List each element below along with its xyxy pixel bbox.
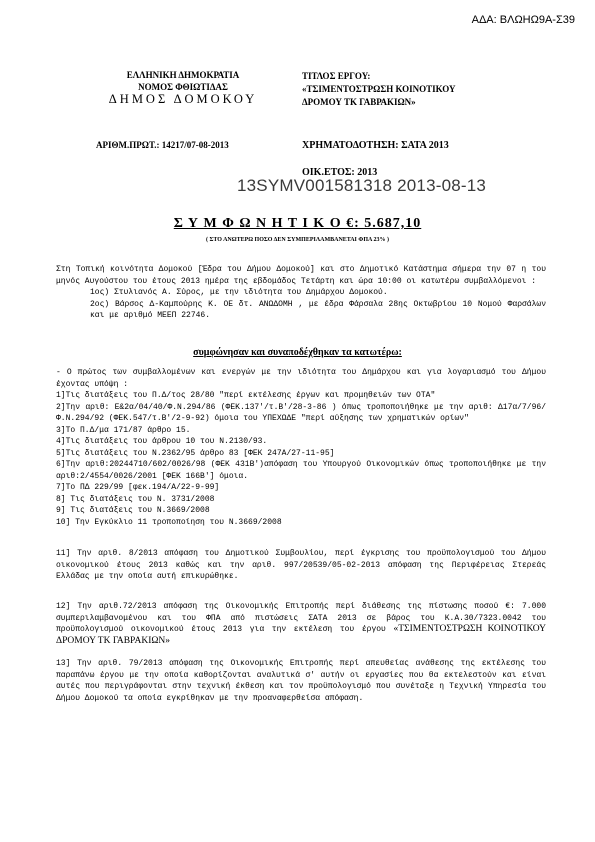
- item-credit-text: 12] Την αριθ.72/2013 απόφαση της Οικονομικής Επιτροπής περί διάθεσης της πίστωσης ποσού €: 7.000 συμπεριλαμβανομένου και του ΦΠΑ από πιστώσεις ΣΑΤΑ 2013 σε βάρος του Κ.Α.30/7323.0042 του προϋπολογισμού οικονομικού έτους 2013 για την εκτέλεση του έργου: [56, 602, 546, 634]
- list-item: 10] Την Εγκύκλιο 11 τροποποίηση του Ν.3669/2008: [56, 517, 282, 527]
- issuer-prefecture: ΝΟΜΟΣ ΦΘΙΩΤΙΔΑΣ: [138, 81, 228, 92]
- fiscal-year: ΟΙΚ.ΕΤΟΣ: 2013: [302, 167, 378, 178]
- issuer-republic: ΕΛΛΗΝΙΚΗ ΔΗΜΟΚΡΑΤΙΑ: [126, 70, 240, 80]
- project-title-line2: ΔΡΟΜΟΥ ΤΚ ΓΑΒΡΑΚΙΩΝ»: [302, 97, 416, 107]
- vat-note: ( ΣΤΟ ΑΝΩΤΕΡΩ ΠΟΣΟ ΔΕΝ ΣΥΜΠΕΡΙΛΑΜΒΑΝΕΤΑΙ ΦΠΑ 23% ): [205, 237, 390, 243]
- ada-code: ΑΔΑ: ΒΛΩΗΩ9Α-Σ39: [471, 14, 575, 26]
- party-two: 2ος) Βάρσος Δ-Καμπούρης Κ. ΟΕ δτ. ΑΝΩΔΟΜΗ , με έδρα Φάρσαλα 28ης Οκτωβρίου 10 Νομού Φαρσάλων και με αριθμό ΜΕΕΠ 22746.: [90, 299, 546, 320]
- list-item: 3]Το Π.Δ/μα 171/87 άρθρο 15.: [56, 425, 191, 435]
- party-one: 1ος) Στυλιανός Α. Σύρος, με την ιδιότητα του Δημάρχου Δομοκού.: [90, 288, 388, 297]
- list-item: 6]Την αριθ:20244710/602/0026/98 (ΦΕΚ 431Β')απόφαση του Υπουργού Οικονομικών όπως τροποποιήθηκε με την αριθ:2/4554/0026/2001 [ΦΕΚ 166Β'] όμοια.: [56, 460, 546, 481]
- protocol-number: ΑΡΙΘΜ.ΠΡΩΤ.: 14217/07-08-2013: [96, 140, 229, 150]
- list-item: 5]Τις διατάξεις του Ν.2362/95 άρθρο 83 [ΦΕΚ 247Α/27-11-95]: [56, 448, 335, 458]
- item-project-name: «ΤΣΙΜΕΝΤΟΣΤΡΩΣΗ ΚΟΙΝΟΤΙΚΟΥ ΔΡΟΜΟΥ ΤΚ ΓΑΒΡΑΚΙΩΝ»: [56, 624, 546, 646]
- considerations-list: [56, 367, 546, 528]
- list-item: 9] Τις διατάξεις του Ν.3669/2008: [56, 506, 210, 515]
- item-direct-award: 13] Την αριθ. 79/2013 απόφαση της Οικονομικής Επιτροπής περί απευθείας ανάθεσης της εκτέλεσης του παραπάνω έργου με την οποία καθορίζονται αναλυτικά σ' αυτήν οι εργασίες που θα εκτελεστούν και είναι αυτές που περιγράφονται στην τεχνική έκθεση και τον προϋπολογισμό που συνέταξε η Τεχνική Υπηρεσία του Δήμου Δομοκού τα οποία εγκρίθηκαν με την προαναφερθείσα απόφαση.: [56, 659, 546, 703]
- funding-source: ΧΡΗΜΑΤΟΔΟΤΗΣΗ: ΣΑΤΑ 2013: [302, 140, 449, 151]
- contract-title: Σ Υ Μ Φ Ω Ν Η Τ Ι Κ Ο €: 5.687,10: [173, 216, 422, 231]
- list-item: 8] Τις διατάξεις του Ν. 3731/2008: [56, 494, 215, 504]
- registry-stamp: 13SYMV001581318 2013-08-13: [237, 176, 487, 195]
- item-credit-allocation: [56, 601, 546, 647]
- project-title-header: [302, 70, 532, 109]
- item-budget-approval: 11] Την αριθ. 8/2013 απόφαση του Δημοτικού Συμβουλίου, περί έγκρισης του προϋπολογισμού του Δήμου οικονομικού έτους 2013 καθώς και την αριθ. 997/20539/05-02-2013 απόφαση της Περιφέρειας Στερεάς Ελλάδας με την οποία αυτή επικυρώθηκε.: [56, 549, 546, 581]
- intro-paragraph: [56, 264, 546, 322]
- issuer-header: [88, 70, 278, 106]
- list-intro: - Ο πρώτος των συμβαλλομένων και ενεργών με την ιδιότητα του Δημάρχου και για λογαριασμό του Δήμου έχοντας υπόψη :: [56, 368, 546, 389]
- list-item: 2]Την αριθ: Ε&2α/04/40/Φ.Ν.294/86 (ΦΕΚ.137'/τ.Β'/28-3-86 ) όπως τροποποιήθηκε με την αριθ: Δ17α/7/96/Φ.Ν.294/92 (ΦΕΚ.547/τ.Β'/2-9-92) όμοια του ΥΠΕΧΩΔΕ "περί αύξησης των χρηματικών ορίων": [56, 402, 546, 423]
- agreed-heading: συμφώνησαν και συναποδέχθηκαν τα κατωτέρω:: [193, 347, 402, 358]
- list-item: 1]Τις διατάξεις του Π.Δ/τος 28/80 "περί εκτέλεσης έργων και προμηθειών των ΟΤΑ": [56, 391, 436, 400]
- issuer-municipality: ΔΗΜΟΣ ΔΟΜΟΚΟΥ: [108, 92, 258, 106]
- project-title-label: ΤΙΤΛΟΣ ΕΡΓΟΥ:: [302, 71, 371, 81]
- intro-text: Στη Τοπική κοινότητα Δομοκού [Έδρα του Δήμου Δομοκού] και στο Δημοτικό Κατάστημα σήμερα την 07 η του μηνός Αυγούστου του έτους 2013 ημέρα της εβδομάδος Τετάρτη και ώρα 10:00 οι κατωτέρω συμβαλλόμενοι :: [56, 265, 546, 286]
- list-item: 7]Το ΠΔ 229/99 [φεκ.194/Α/22-9-99]: [56, 483, 220, 492]
- project-title-line1: «ΤΣΙΜΕΝΤΟΣΤΡΩΣΗ ΚΟΙΝΟΤΙΚΟΥ: [302, 84, 456, 94]
- list-item: 4]Τις διατάξεις του άρθρου 10 του Ν.2130/93.: [56, 437, 268, 446]
